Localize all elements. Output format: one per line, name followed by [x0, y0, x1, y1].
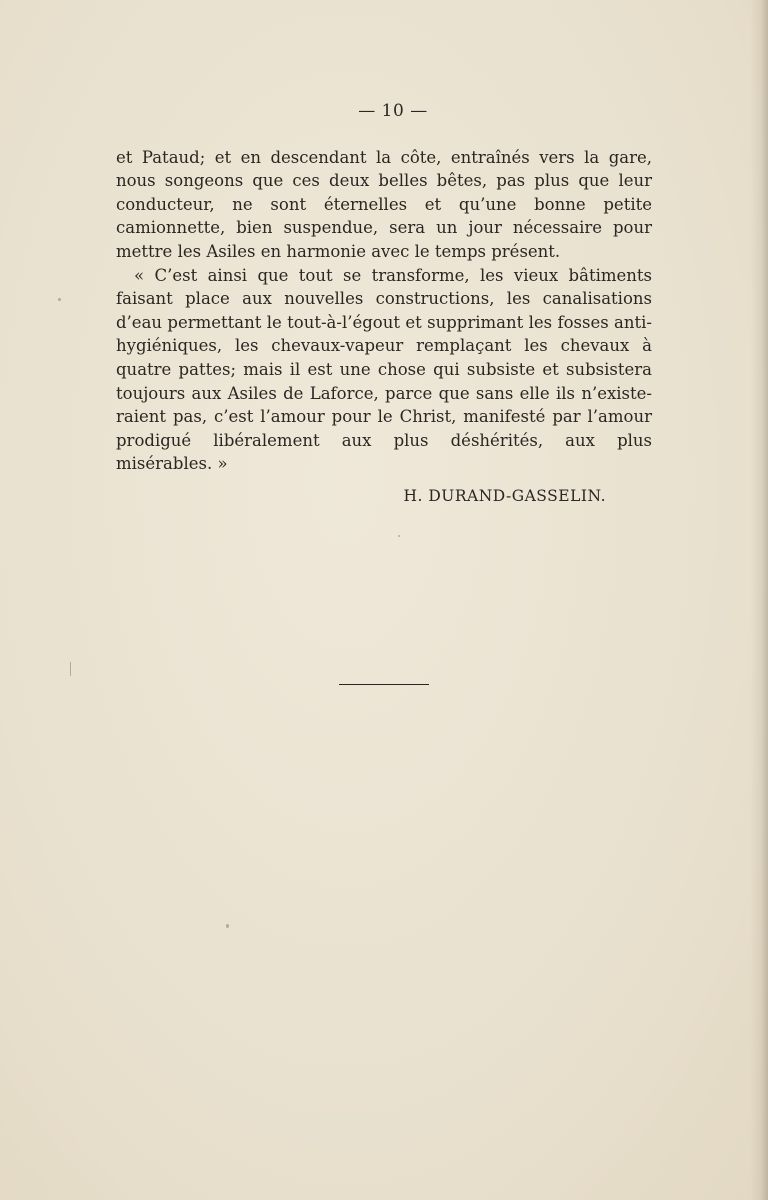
page-number: — 10 —	[358, 101, 428, 121]
page-edge-shadow	[750, 0, 768, 1200]
paper-speck	[398, 535, 400, 537]
paper-speck	[226, 924, 229, 928]
paper-speck	[70, 662, 71, 676]
section-divider	[339, 684, 429, 685]
paragraph-2: « C’est ainsi que tout se transforme, les vieux bâtiments faisant place aux nouvelles constructions, les canalisations d’eau permettant le tout-à-l’égout et supprimant les fosses anti-hygiéniques, les chevaux-vapeur remplaçant les chevaux à quatre pattes; mais il est une chose qui subsiste et subsistera toujours aux Asiles de Laforce, parce que sans elle ils n’existe-raient pas, c’est l’amour pour le Christ, manifesté par l’amour prodigué libéralement aux plus déshérités, aux plus misérables. »	[116, 265, 652, 474]
paper-speck	[58, 298, 61, 301]
paragraph-1: et Pataud; et en descendant la côte, entraînés vers la gare, nous songeons que ces deux belles bêtes, pas plus que leur conducteur, ne sont éternelles et qu’une bonne petite camionnette, bien suspendue, sera un jour nécessaire pour mettre les Asiles en harmonie avec le temps présent.	[116, 147, 652, 261]
text-block	[116, 100, 652, 509]
signature: H. DURAND-GASSELIN.	[403, 486, 606, 505]
